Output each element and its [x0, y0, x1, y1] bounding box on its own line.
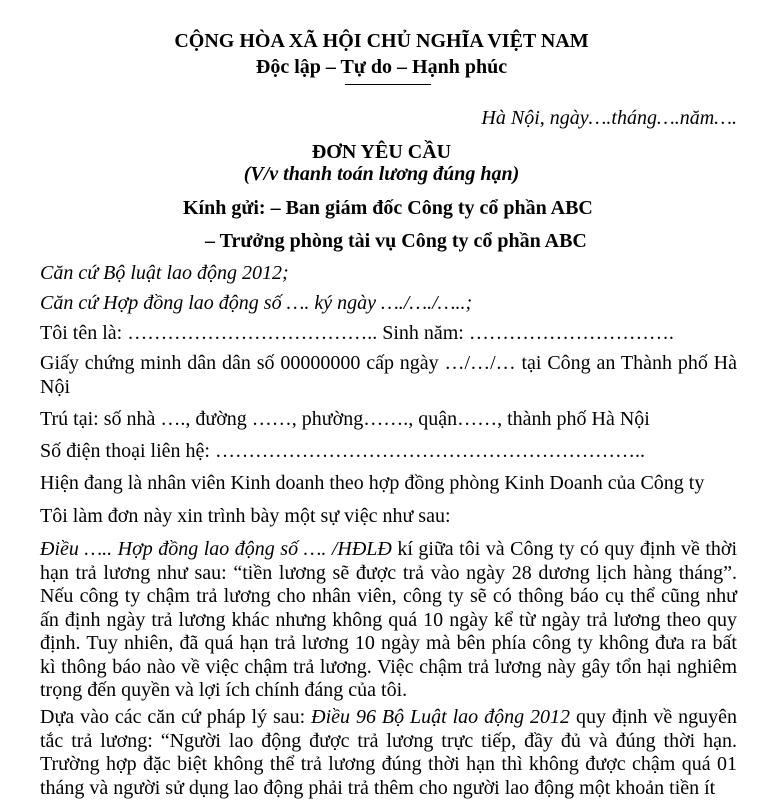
basis-contract: Căn cứ Hợp đồng lao động số …. ký ngày …./…./…..; [40, 292, 473, 314]
position-field: Hiện đang là nhân viên Kinh doanh theo hợp đồng phòng Kinh Doanh của Công ty [40, 472, 705, 494]
paragraph-2 [40, 706, 737, 800]
place-date: Hà Nội, ngày….tháng….năm…. [481, 107, 737, 129]
paragraph-2-text: quy định về nguyên tắc trả lương: “Người lao động được trả lương trực tiếp, đầy đủ và đúng thời hạn. Trường hợp đặc biệt không thể trả lương đúng thời hạn thì không được chậm quá 01 tháng và người sử dụng lao động phải trả thêm cho người lao động một khoản tiền ít [40, 706, 738, 799]
document-title: ĐƠN YÊU CẦU [311, 141, 452, 163]
recipient-line-2: – Trưởng phòng tài vụ Công ty cổ phần ABC [205, 230, 587, 252]
basis-law: Căn cứ Bộ luật lao động 2012; [40, 262, 289, 284]
contract-clause-ref: Điều ….. Hợp đồng lao động số …. /HĐLĐ [40, 538, 392, 560]
recipient-line-1: Kính gửi: – Ban giám đốc Công ty cổ phần ABC [183, 197, 593, 219]
legal-article-ref: Điều 96 Bộ Luật lao động 2012 [311, 706, 571, 728]
document-subtitle: (V/v thanh toán lương đúng hạn) [243, 163, 520, 185]
address-field: Trú tại: số nhà …., đường ……, phường……., quận……, thành phố Hà Nội [40, 408, 650, 430]
nation-header: CỘNG HÒA XÃ HỘI CHỦ NGHĨA VIỆT NAM [174, 30, 589, 52]
paragraph-1-text: kí giữa tôi và Công ty có quy định về thời hạn trả lương như sau: “tiền lương sẽ được trả vào ngày 28 dương lịch hàng tháng”. Nếu công ty chậm trả lương cho nhân viên, công ty sẽ có thông báo cụ thể cũng như ấn định ngày trả lương khác nhưng không quá 10 ngày kể từ ngày trả lương theo quy định. Tuy nhiên, đã quá hạn trả lương 10 ngày mà bên phía công ty không đưa ra bất kì thông báo nào về việc chậm trả lương. Việc chậm trả lương này gây tổn hại nghiêm trọng đến quyền và lợi ích chính đáng của tôi. [40, 538, 738, 701]
id-card-field: Giấy chứng minh dân dân số 00000000 cấp ngày …/…/… tại Công an Thành phố Hà Nội [40, 352, 737, 398]
paragraph-2-start: Dựa vào các căn cứ pháp lý sau: [40, 706, 306, 728]
paragraph-1 [40, 538, 737, 703]
header-divider [345, 84, 431, 85]
name-field: Tôi tên là: ……………………………….. Sinh năm: …………………………. [40, 322, 674, 344]
intro-line: Tôi làm đơn này xin trình bày một sự việc như sau: [40, 505, 451, 527]
phone-field: Số điện thoại liên hệ: ……………………………………………………….. [40, 440, 645, 462]
motto: Độc lập – Tự do – Hạnh phúc [255, 56, 508, 78]
